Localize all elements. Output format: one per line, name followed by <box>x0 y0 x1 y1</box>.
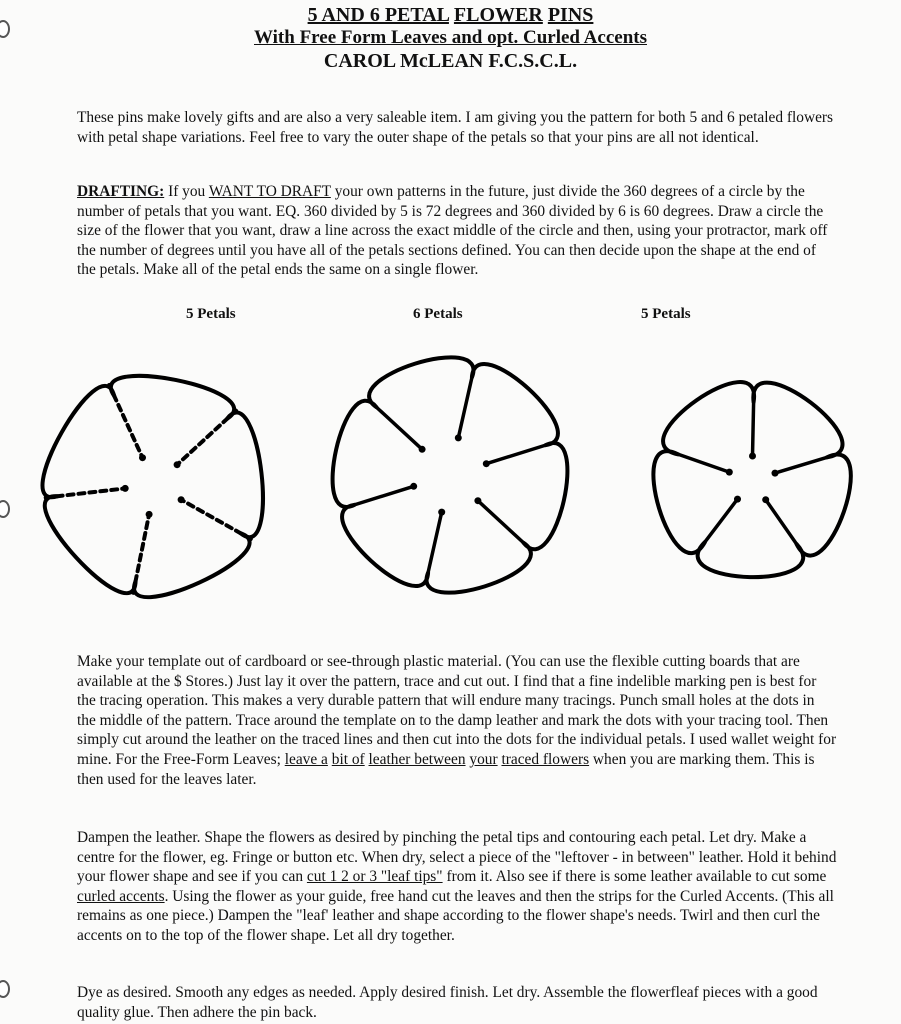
flower-patterns <box>0 320 901 640</box>
petal-cut-line <box>374 405 423 450</box>
template-underline-3: leather between <box>368 750 466 768</box>
centre-dot <box>178 496 185 503</box>
five-petal-flower-left <box>42 376 262 597</box>
finishing-paragraph: Dye as desired. Smooth any edges as needed. Apply desired finish. Let dry. Assemble the flowerfleaf pieces with a good quality glue. Then adhere the pin back. <box>77 984 818 1021</box>
centre-dot <box>438 509 445 516</box>
petal-cut-line <box>702 499 737 545</box>
petal-cut-line <box>177 411 236 465</box>
label-five-petals-right: 5 Petals <box>641 306 691 322</box>
centre-dot <box>483 460 490 467</box>
template-underline-1: leave a <box>284 750 328 768</box>
centre-dot <box>146 511 153 518</box>
flower-outline <box>333 357 568 592</box>
shaping-text-middle: from it. Also see if there is some leather available to cut some <box>442 868 827 886</box>
flower-outline <box>42 376 262 597</box>
shaping-underline-curled-accents: curled accents <box>77 887 165 905</box>
petal-cut-line <box>109 385 142 458</box>
petal-cut-line <box>775 456 831 473</box>
centre-dot <box>410 483 417 490</box>
five-petal-flower-right <box>653 382 850 577</box>
centre-dot <box>139 454 146 461</box>
drafting-heading: DRAFTING: <box>77 183 165 200</box>
author-line: CAROL McLEAN F.C.S.C.L. <box>323 50 578 72</box>
centre-dot <box>122 485 129 492</box>
shaping-underline-leaf-tips: cut 1 2 or 3 "leaf tips" <box>306 868 443 886</box>
centre-dot <box>455 434 462 441</box>
petal-cut-line <box>181 500 251 539</box>
drafting-lead: If you <box>164 183 209 200</box>
title-part-1: 5 AND 6 PETAL <box>307 4 449 26</box>
template-text-end: when you are marking them. This is then used for the leaves later. <box>77 750 815 788</box>
centre-dot <box>749 453 756 460</box>
petal-cut-line <box>458 374 473 438</box>
label-six-petals: 6 Petals <box>413 306 463 322</box>
title-part-2: FLOWER <box>453 4 543 26</box>
shaping-text-end: . Using the flower as your guide, free hand cut the leaves and then the strips for the Curled Accents. (This all remains as one piece.) Dampen the "leaf' leather and shape according to the flower shape's needs. Twirl and then curl the accents on to the top of the flower shape. Let all dry together. <box>77 887 834 944</box>
centre-dot <box>419 446 426 453</box>
title-part-3: PINS <box>547 4 594 26</box>
page-title <box>0 4 901 27</box>
template-underline-5: traced flowers <box>501 750 590 768</box>
petal-cut-line <box>478 501 527 546</box>
petal-cut-line <box>133 514 149 592</box>
drafting-paragraph <box>77 182 837 280</box>
shaping-paragraph <box>77 828 837 946</box>
template-text: Make your template out of cardboard or see-through plastic material. (You can use the flexible cutting boards that are available at the $ Stores.) Just lay it over the pattern, trace and cut out. I find that a fine indelible marking pen is best for the tracing operation. This makes a very durable pattern that will endure many tracings. Punch small holes at the dots in the middle of the pattern. Trace around the template on to the damp leather and mark the dots with your tracing tool. Then simply cut around the leather on the traced lines and then cut into the dots for the individual petals. I used wallet weight for mine. For the Free-Form Leaves; <box>77 653 837 768</box>
shaping-text: Dampen the leather. Shape the flowers as desired by pinching the petal tips and contouring each petal. Let dry. Make a centre for the flower, eg. Fringe or button etc. When dry, select a piece of the "leftover - in between" leather. Hold it behind your flower shape and see if you can <box>77 829 837 886</box>
centre-dot <box>174 461 181 468</box>
petal-cut-line <box>46 488 126 497</box>
page-subtitle: With Free Form Leaves and opt. Curled Accents <box>254 27 647 48</box>
centre-dot <box>734 496 741 503</box>
centre-dot <box>772 470 779 477</box>
petal-cut-line <box>427 512 442 576</box>
intro-paragraph: These pins make lovely gifts and are also a very saleable item. I am giving you the pattern for both 5 and 6 petaled flowers with petal shape variations. Feel free to vary the outer shape of the petals so that your pins are all not identical. <box>77 109 834 146</box>
template-underline-4: your <box>469 750 498 768</box>
label-five-petals-left: 5 Petals <box>186 306 236 322</box>
petal-cut-line <box>351 486 414 506</box>
petal-cut-line <box>766 500 799 548</box>
centre-dot <box>726 469 733 476</box>
template-paragraph <box>77 652 837 789</box>
drafting-emphasis: WANT TO DRAFT <box>208 183 331 200</box>
petal-cut-line <box>486 444 549 464</box>
document-header <box>0 4 901 73</box>
template-underline-2: bit of <box>331 750 365 768</box>
centre-dot <box>762 496 769 503</box>
drafting-text: your own patterns in the future, just divide the 360 degrees of a circle by the number of petals that you want. EQ. 360 divided by 5 is 72 degrees and 360 divided by 6 is 60 degrees. Draw a circle the size of the flower that you want, draw a line across the exact middle of the circle and then, using your protractor, mark off the number of degrees until you have all of the petals sections defined. You can then decide upon the shape at the end of the petals. Make all of the petal ends the same on a single flower. <box>77 183 828 279</box>
petal-cut-line <box>675 453 730 472</box>
six-petal-flower <box>333 357 568 592</box>
petal-cut-line <box>753 398 754 456</box>
binder-hole-bottom <box>0 980 10 998</box>
centre-dot <box>474 497 481 504</box>
